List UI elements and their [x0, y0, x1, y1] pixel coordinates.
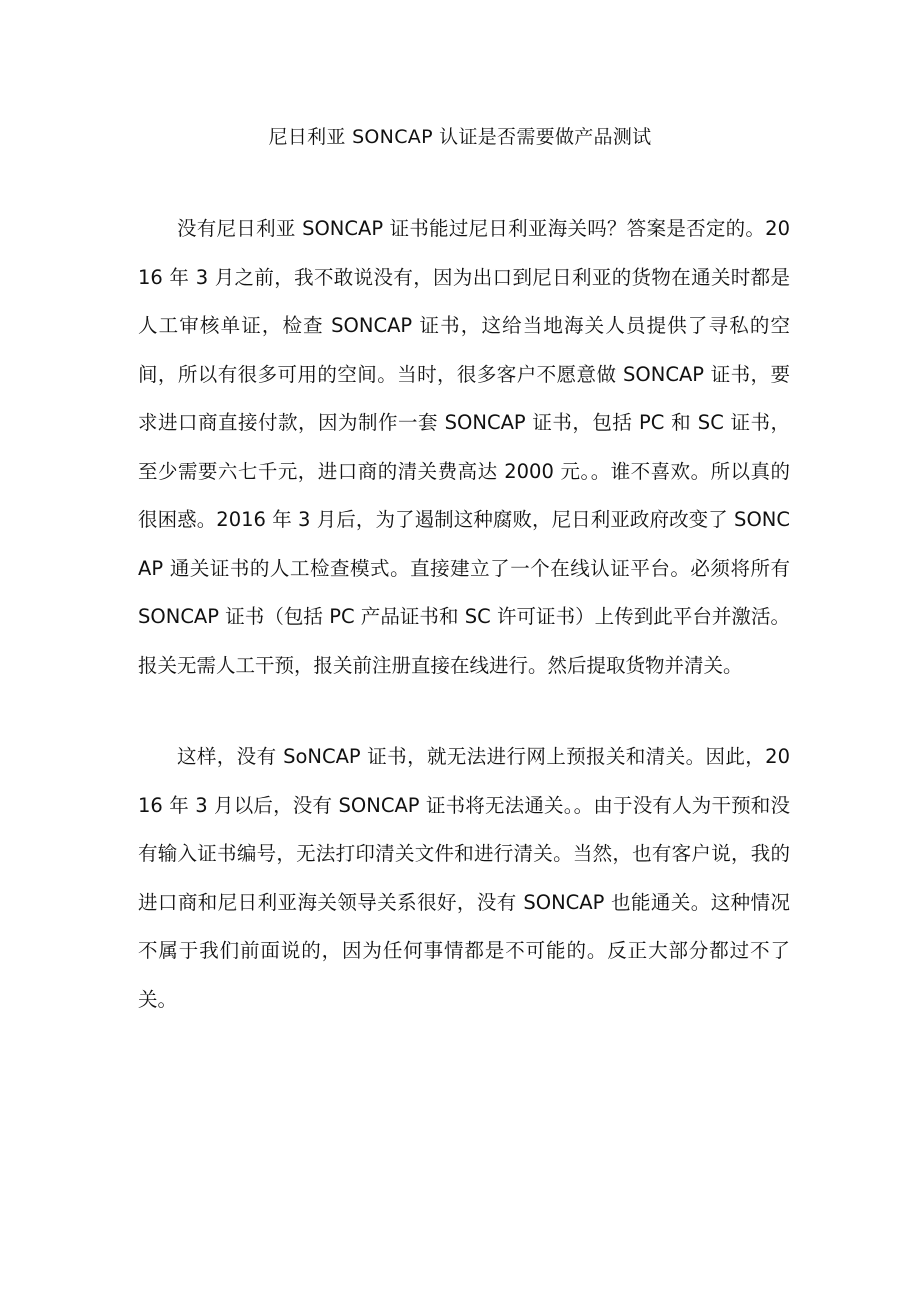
document-title: 尼日利亚 SONCAP 认证是否需要做产品测试 — [268, 126, 652, 148]
paragraph-2: 这样，没有 SoNCAP 证书，就无法进行网上预报关和清关。因此，2016 年 3 月以后，没有 SONCAP 证书将无法通关。。由于没有人为干预和没有输入证书编号，无法打印清关文件和进行清关。当然，也有客户说，我的进口商和尼日利亚海关领导关系很好，没有 SONCAP 也能通关。这种情况不属于我们前面说的，因为任何事情都是不可能的。反正大部分都过不了关。 — [138, 745, 790, 1011]
paragraph-1: 没有尼日利亚 SONCAP 证书能过尼日利亚海关吗？答案是否定的。2016 年 3 月之前，我不敢说没有，因为出口到尼日利亚的货物在通关时都是人工审核单证，检查 SONCAP 证书，这给当地海关人员提供了寻私的空间，所以有很多可用的空间。当时，很多客户不愿意做 SONCAP 证书，要求进口商直接付款，因为制作一套 SONCAP 证书，包括 PC 和 SC 证书，至少需要六七千元，进口商的清关费高达 2000 元。。谁不喜欢。所以真的很困惑。2016 年 3 月后，为了遏制这种腐败，尼日利亚政府改变了 SONCAP 通关证书的人工检查模式。直接建立了一个在线认证平台。必须将所有 SONCAP 证书（包括 PC 产品证书和 SC 许可证书）上传到此平台并激活。报关无需人工干预，报关前注册直接在线进行。然后提取货物并清关。 — [138, 217, 790, 677]
